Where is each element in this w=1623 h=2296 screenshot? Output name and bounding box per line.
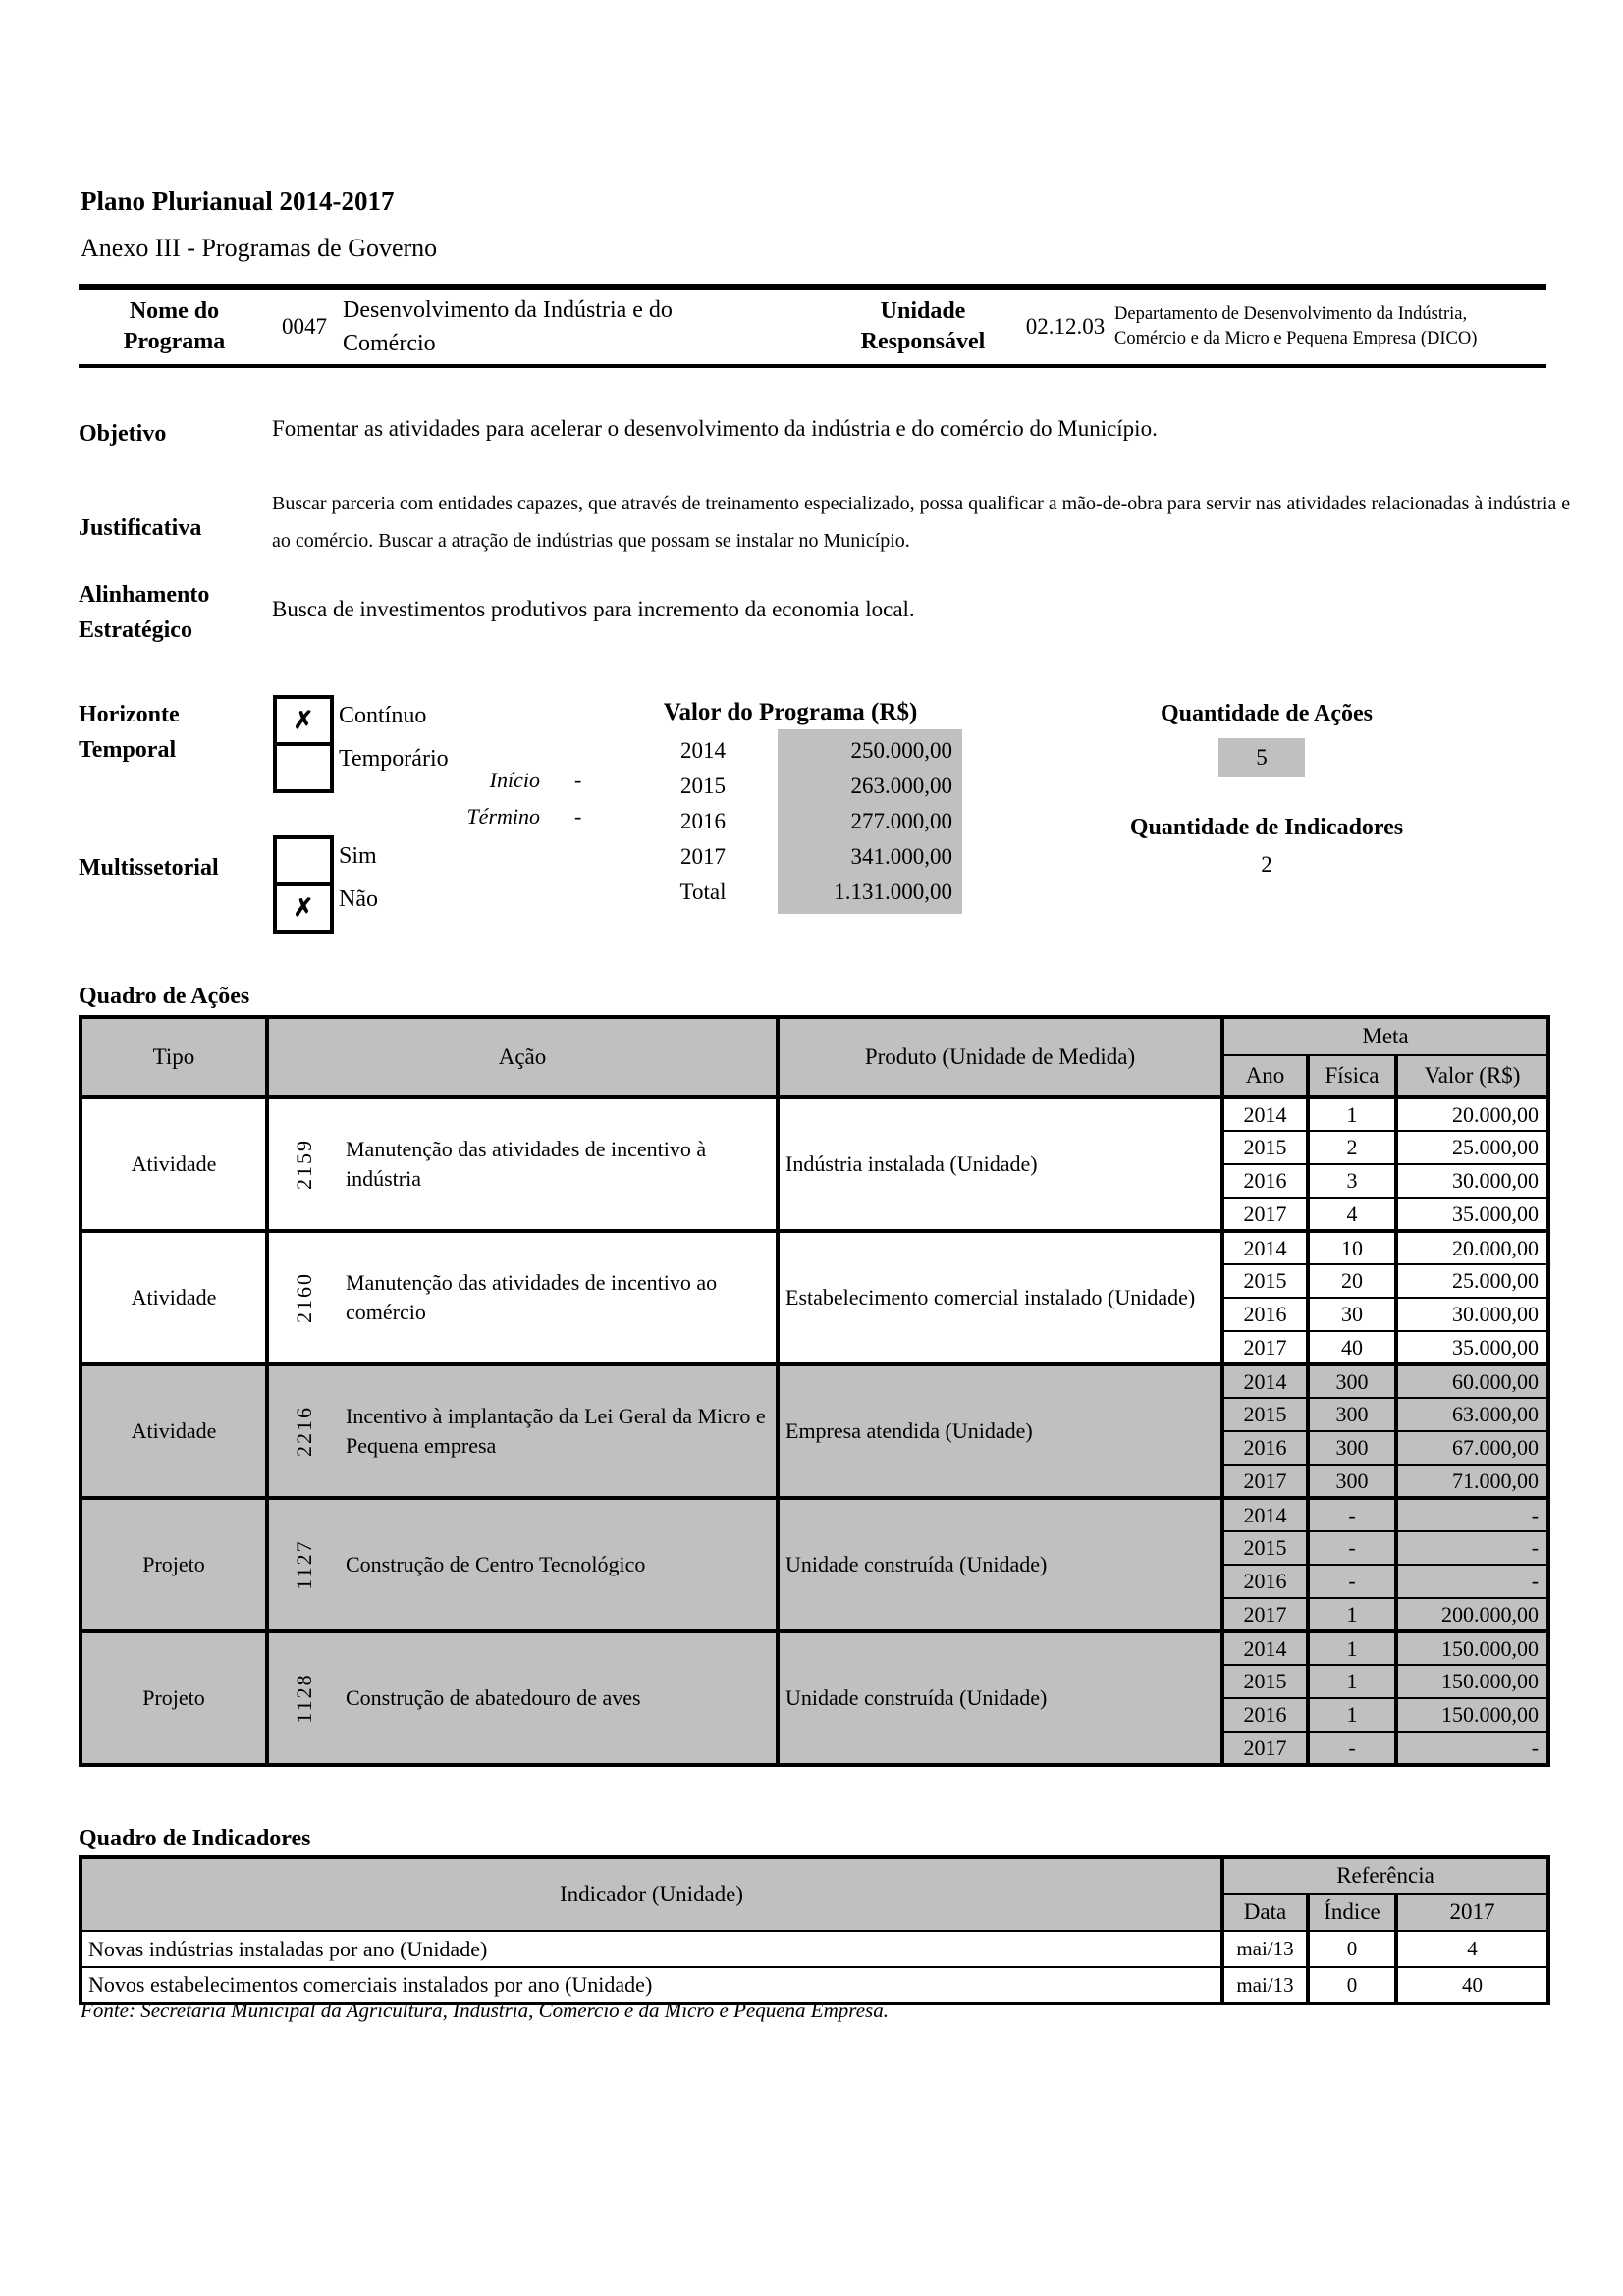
checkbox-sim bbox=[273, 835, 334, 886]
meta-fisica: 30 bbox=[1308, 1298, 1396, 1331]
indicador-data: mai/13 bbox=[1222, 1967, 1308, 2003]
meta-valor: 30.000,00 bbox=[1396, 1298, 1548, 1331]
acao-cell bbox=[267, 1364, 778, 1498]
meta-ano: 2016 bbox=[1222, 1565, 1308, 1598]
meta-fisica: - bbox=[1308, 1732, 1396, 1765]
acao-meta-row bbox=[81, 1631, 1548, 1665]
termino-dash: - bbox=[574, 804, 582, 828]
valor-year: Total bbox=[679, 880, 727, 904]
header-valor: Valor (R$) bbox=[1396, 1055, 1548, 1097]
valor-programa-title: Valor do Programa (R$) bbox=[663, 699, 918, 725]
checkbox-continuo-mark: ✗ bbox=[293, 708, 314, 734]
acao-descricao: Manutenção das atividades de incentivo ao comércio bbox=[346, 1270, 718, 1324]
meta-fisica: 300 bbox=[1308, 1364, 1396, 1398]
valor-value: 341.000,00 bbox=[850, 844, 952, 869]
meta-fisica: 300 bbox=[1308, 1431, 1396, 1465]
horizonte-checkboxes bbox=[273, 695, 334, 793]
header-referencia: Referência bbox=[1222, 1857, 1548, 1894]
checkbox-continuo bbox=[273, 695, 334, 746]
meta-ano: 2017 bbox=[1222, 1732, 1308, 1765]
unit-code: 02.12.03 bbox=[1025, 314, 1106, 339]
header-produto: Produto (Unidade de Medida) bbox=[778, 1017, 1222, 1097]
acao-tipo: Atividade bbox=[81, 1364, 267, 1498]
acao-descricao: Construção de abatedouro de aves bbox=[346, 1685, 641, 1710]
meta-ano: 2016 bbox=[1222, 1298, 1308, 1331]
meta-ano: 2014 bbox=[1222, 1631, 1308, 1665]
program-header-band bbox=[79, 284, 1546, 368]
header-meta: Meta bbox=[1222, 1017, 1548, 1055]
meta-fisica: 4 bbox=[1308, 1198, 1396, 1231]
meta-valor: 35.000,00 bbox=[1396, 1331, 1548, 1364]
valor-year: 2016 bbox=[680, 809, 726, 833]
meta-fisica: - bbox=[1308, 1565, 1396, 1598]
meta-valor: 20.000,00 bbox=[1396, 1231, 1548, 1264]
indicador-data: mai/13 bbox=[1222, 1931, 1308, 1967]
objetivo-label: Objetivo bbox=[79, 421, 167, 447]
valor-year: 2015 bbox=[680, 774, 726, 798]
valor-year: 2017 bbox=[680, 844, 726, 869]
meta-ano: 2017 bbox=[1222, 1598, 1308, 1631]
meta-fisica: 300 bbox=[1308, 1465, 1396, 1498]
meta-valor: 25.000,00 bbox=[1396, 1131, 1548, 1164]
meta-valor: - bbox=[1396, 1498, 1548, 1531]
meta-valor: 150.000,00 bbox=[1396, 1665, 1548, 1698]
fonte-note: Fonte: Secretaria Municipal da Agricultura, Indústria, Comércio e da Micro e Pequena Empresa. bbox=[81, 1999, 889, 2022]
acao-meta-row bbox=[81, 1364, 1548, 1398]
doc-subtitle: Anexo III - Programas de Governo bbox=[81, 234, 438, 262]
meta-ano: 2015 bbox=[1222, 1531, 1308, 1565]
acao-produto: Empresa atendida (Unidade) bbox=[778, 1364, 1222, 1498]
meta-ano: 2017 bbox=[1222, 1331, 1308, 1364]
acao-descricao: Incentivo à implantação da Lei Geral da Micro e Pequena empresa bbox=[346, 1404, 766, 1458]
quantidade-acoes-label: Quantidade de Ações bbox=[1160, 701, 1374, 726]
valor-value: 263.000,00 bbox=[850, 774, 952, 798]
acao-cell bbox=[267, 1231, 778, 1364]
indicador-indice: 0 bbox=[1308, 1967, 1396, 2003]
multissetorial-label: Multissetorial bbox=[79, 855, 219, 881]
inicio-label: Início bbox=[489, 768, 540, 792]
meta-valor: 25.000,00 bbox=[1396, 1264, 1548, 1298]
meta-fisica: 40 bbox=[1308, 1331, 1396, 1364]
continuo-label: Contínuo bbox=[339, 703, 427, 728]
quantidade-acoes-value: 5 bbox=[1218, 738, 1305, 777]
meta-valor: - bbox=[1396, 1565, 1548, 1598]
meta-fisica: - bbox=[1308, 1498, 1396, 1531]
program-code: 0047 bbox=[282, 314, 327, 339]
valor-value: 1.131.000,00 bbox=[834, 880, 952, 904]
meta-valor: 35.000,00 bbox=[1396, 1198, 1548, 1231]
quadro-acoes-title: Quadro de Ações bbox=[79, 984, 250, 1009]
acoes-header-row-1 bbox=[81, 1017, 1548, 1055]
alinhamento-text: Busca de investimentos produtivos para incremento da economia local. bbox=[272, 597, 915, 621]
meta-ano: 2016 bbox=[1222, 1164, 1308, 1198]
horizonte-label: Horizonte Temporal bbox=[79, 702, 180, 763]
header-ano: Ano bbox=[1222, 1055, 1308, 1097]
program-name: Desenvolvimento da Indústria e do Comércio bbox=[343, 297, 673, 356]
valor-value: 250.000,00 bbox=[850, 738, 952, 763]
meta-fisica: 1 bbox=[1308, 1631, 1396, 1665]
valor-programa-table bbox=[628, 729, 962, 914]
indicador-2017: 4 bbox=[1396, 1931, 1548, 1967]
nao-label: Não bbox=[339, 886, 378, 912]
header-acao: Ação bbox=[267, 1017, 778, 1097]
acao-tipo: Projeto bbox=[81, 1498, 267, 1631]
meta-ano: 2014 bbox=[1222, 1097, 1308, 1131]
acao-meta-row bbox=[81, 1498, 1548, 1531]
acao-descricao: Manutenção das atividades de incentivo à indústria bbox=[346, 1137, 707, 1191]
meta-valor: - bbox=[1396, 1531, 1548, 1565]
meta-valor: 60.000,00 bbox=[1396, 1364, 1548, 1398]
header-indice: Índice bbox=[1308, 1894, 1396, 1931]
acao-tipo: Atividade bbox=[81, 1231, 267, 1364]
inicio-dash: - bbox=[574, 768, 582, 792]
acao-descricao: Construção de Centro Tecnológico bbox=[346, 1552, 646, 1576]
temporario-label: Temporário bbox=[339, 746, 449, 772]
meta-fisica: 20 bbox=[1308, 1264, 1396, 1298]
meta-ano: 2015 bbox=[1222, 1264, 1308, 1298]
doc-title: Plano Plurianual 2014-2017 bbox=[81, 187, 395, 216]
meta-ano: 2014 bbox=[1222, 1498, 1308, 1531]
meta-ano: 2014 bbox=[1222, 1231, 1308, 1264]
meta-ano: 2015 bbox=[1222, 1131, 1308, 1164]
justificativa-text: Buscar parceria com entidades capazes, que através de treinamento especializado, possa qualificar a mão-de-obra para servir nas atividades relacionadas à indústria e ao comércio. Buscar a atração de indústrias que possam se instalar no Município. bbox=[272, 493, 1571, 552]
acao-tipo: Projeto bbox=[81, 1631, 267, 1765]
multissetorial-checkboxes bbox=[273, 835, 334, 934]
meta-ano: 2017 bbox=[1222, 1198, 1308, 1231]
quadro-indicadores-table bbox=[79, 1855, 1550, 2005]
meta-valor: 20.000,00 bbox=[1396, 1097, 1548, 1131]
objetivo-text: Fomentar as atividades para acelerar o desenvolvimento da indústria e do comércio do Município. bbox=[272, 416, 1158, 441]
acao-produto: Estabelecimento comercial instalado (Unidade) bbox=[778, 1231, 1222, 1364]
termino-label: Término bbox=[466, 804, 540, 828]
header-fisica: Física bbox=[1308, 1055, 1396, 1097]
meta-valor: 200.000,00 bbox=[1396, 1598, 1548, 1631]
unit-name: Departamento de Desenvolvimento da Indústria, Comércio e da Micro e Pequena Empresa (DICO) bbox=[1114, 304, 1478, 348]
indicador-nome: Novas indústrias instaladas por ano (Unidade) bbox=[81, 1931, 1222, 1967]
valor-year: 2014 bbox=[680, 738, 726, 763]
acao-codigo: 1127 bbox=[292, 1539, 316, 1590]
header-indicador: Indicador (Unidade) bbox=[81, 1857, 1222, 1931]
meta-fisica: - bbox=[1308, 1531, 1396, 1565]
meta-fisica: 10 bbox=[1308, 1231, 1396, 1264]
acao-meta-row bbox=[81, 1097, 1548, 1131]
indicador-indice: 0 bbox=[1308, 1931, 1396, 1967]
header-tipo: Tipo bbox=[81, 1017, 267, 1097]
indicador-row bbox=[81, 1931, 1548, 1967]
meta-valor: 71.000,00 bbox=[1396, 1465, 1548, 1498]
alinhamento-label: Alinhamento Estratégico bbox=[79, 582, 210, 643]
meta-fisica: 2 bbox=[1308, 1131, 1396, 1164]
valor-years-column bbox=[628, 729, 778, 914]
indicadores-header-row-1 bbox=[81, 1857, 1548, 1894]
meta-ano: 2017 bbox=[1222, 1465, 1308, 1498]
indicador-nome: Novos estabelecimentos comerciais instalados por ano (Unidade) bbox=[81, 1967, 1222, 2003]
acao-codigo: 2159 bbox=[292, 1139, 316, 1190]
justificativa-label: Justificativa bbox=[79, 515, 202, 541]
sim-label: Sim bbox=[339, 843, 377, 869]
acao-codigo: 2216 bbox=[292, 1406, 316, 1457]
meta-ano: 2015 bbox=[1222, 1665, 1308, 1698]
valor-values-column bbox=[778, 729, 962, 914]
meta-fisica: 1 bbox=[1308, 1698, 1396, 1732]
acao-produto: Unidade construída (Unidade) bbox=[778, 1498, 1222, 1631]
checkbox-temporario bbox=[273, 742, 334, 793]
meta-valor: 30.000,00 bbox=[1396, 1164, 1548, 1198]
acao-produto: Indústria instalada (Unidade) bbox=[778, 1097, 1222, 1231]
acao-produto: Unidade construída (Unidade) bbox=[778, 1631, 1222, 1765]
quadro-indicadores-title: Quadro de Indicadores bbox=[79, 1826, 311, 1851]
acao-cell bbox=[267, 1498, 778, 1631]
quantidade-indicadores-value: 2 bbox=[1261, 852, 1272, 877]
meta-ano: 2016 bbox=[1222, 1698, 1308, 1732]
meta-valor: 63.000,00 bbox=[1396, 1398, 1548, 1431]
meta-fisica: 1 bbox=[1308, 1097, 1396, 1131]
program-name-label: Nome do Programa bbox=[123, 298, 226, 354]
meta-ano: 2014 bbox=[1222, 1364, 1308, 1398]
acao-meta-row bbox=[81, 1231, 1548, 1264]
meta-valor: 150.000,00 bbox=[1396, 1698, 1548, 1732]
checkbox-nao-mark: ✗ bbox=[293, 895, 314, 922]
acao-codigo: 2160 bbox=[292, 1272, 316, 1323]
valor-value: 277.000,00 bbox=[850, 809, 952, 833]
acao-codigo: 1128 bbox=[292, 1673, 316, 1724]
quantidade-indicadores-label: Quantidade de Indicadores bbox=[1129, 815, 1404, 840]
acao-tipo: Atividade bbox=[81, 1097, 267, 1231]
unit-label: Unidade Responsável bbox=[860, 298, 986, 354]
acao-cell bbox=[267, 1631, 778, 1765]
meta-fisica: 3 bbox=[1308, 1164, 1396, 1198]
meta-ano: 2016 bbox=[1222, 1431, 1308, 1465]
header-data: Data bbox=[1222, 1894, 1308, 1931]
acao-cell bbox=[267, 1097, 778, 1231]
checkbox-nao bbox=[273, 882, 334, 934]
meta-fisica: 300 bbox=[1308, 1398, 1396, 1431]
indicador-2017: 40 bbox=[1396, 1967, 1548, 2003]
meta-ano: 2015 bbox=[1222, 1398, 1308, 1431]
header-2017: 2017 bbox=[1396, 1894, 1548, 1931]
meta-fisica: 1 bbox=[1308, 1665, 1396, 1698]
meta-fisica: 1 bbox=[1308, 1598, 1396, 1631]
meta-valor: - bbox=[1396, 1732, 1548, 1765]
meta-valor: 150.000,00 bbox=[1396, 1631, 1548, 1665]
quadro-acoes-table bbox=[79, 1015, 1550, 1767]
meta-valor: 67.000,00 bbox=[1396, 1431, 1548, 1465]
